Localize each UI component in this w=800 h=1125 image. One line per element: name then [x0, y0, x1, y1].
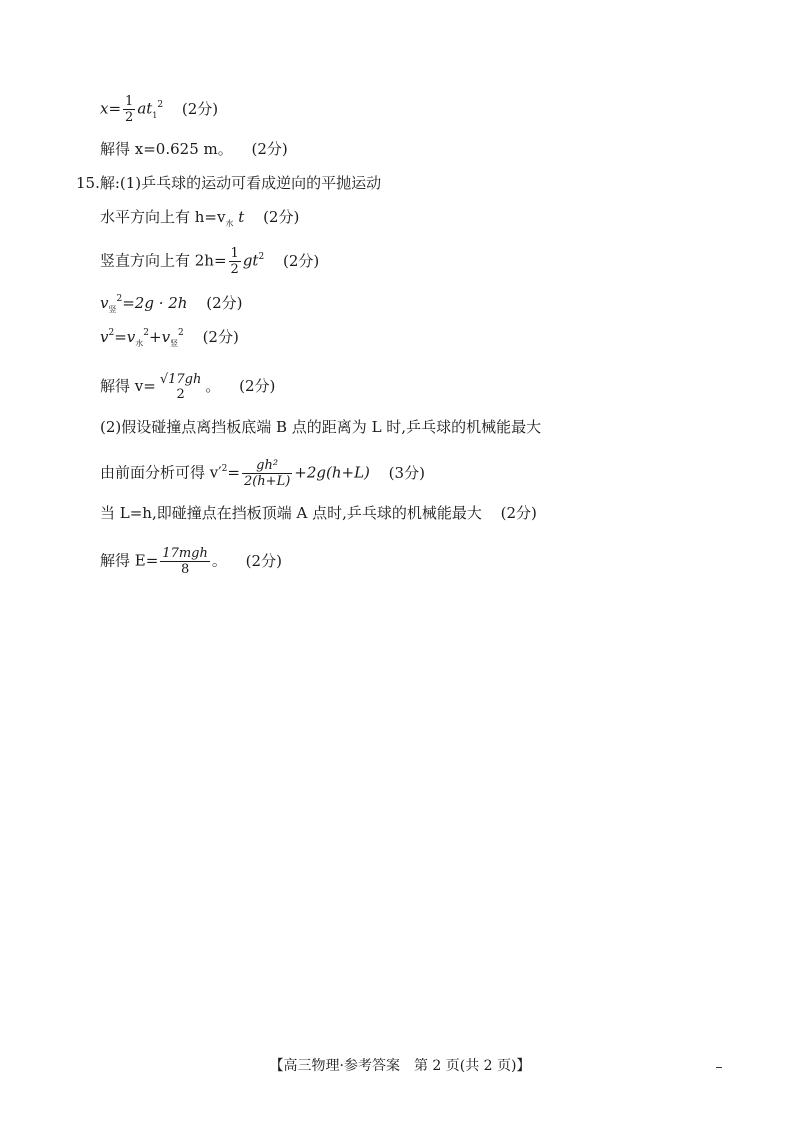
fraction-numerator: 17mgh	[162, 546, 208, 561]
result-line-1	[100, 140, 288, 158]
superscript: 2	[221, 463, 228, 474]
superscript: 2	[108, 328, 115, 338]
equation-term: =2g · 2h	[122, 294, 188, 312]
subscript: 竖	[108, 305, 117, 314]
result-velocity	[100, 372, 275, 402]
fraction-energy-result	[160, 546, 210, 577]
fraction-denominator: 2(h+L)	[243, 474, 291, 489]
period: 。	[205, 377, 221, 395]
fraction-half	[123, 94, 135, 125]
energy-equation	[100, 458, 425, 489]
equation-term: +2g(h+L)	[294, 463, 370, 482]
fraction-denominator: 2	[176, 387, 185, 402]
equation-text: 由前面分析可得 v′	[100, 463, 222, 482]
subscript: 水	[135, 339, 144, 348]
equation-term: t	[233, 208, 245, 226]
equation-text: 水平方向上有 h=v	[100, 208, 226, 226]
result-energy	[100, 546, 282, 577]
fraction-velocity	[158, 372, 204, 402]
fraction-numerator: 1	[230, 246, 239, 261]
fraction-denominator: 8	[160, 561, 210, 577]
vertical-equation	[100, 246, 319, 277]
equation-term: gt	[242, 251, 259, 270]
velocity-sum-equation	[100, 328, 239, 349]
score-label: (2分)	[239, 377, 276, 395]
question-number: 15.	[76, 174, 100, 192]
score-label: (2分)	[263, 208, 300, 226]
fraction-denominator: 2	[230, 262, 239, 277]
superscript: 2	[157, 99, 164, 110]
score-label: (2分)	[206, 294, 243, 312]
fraction-numerator: 1	[125, 94, 134, 109]
max-energy-condition	[100, 504, 537, 522]
fraction-denominator: 2	[125, 110, 134, 125]
fraction-energy	[242, 458, 292, 489]
equation-term: =v	[114, 328, 136, 346]
score-label: (2分)	[245, 551, 282, 570]
fraction-numerator: √17gh	[159, 372, 202, 387]
score-label: (2分)	[181, 99, 219, 118]
equation-term: v	[100, 294, 109, 312]
equation-term: at	[137, 99, 153, 118]
equation-text: 竖直方向上有 2h=	[100, 251, 227, 270]
equation-term: +v	[149, 328, 171, 346]
corner-mark	[716, 1067, 722, 1068]
subscript: 水	[225, 219, 234, 228]
horizontal-equation	[100, 208, 299, 229]
result-text: 解得 x=0.625 m。	[100, 140, 233, 158]
result-text: 解得 v=	[100, 377, 156, 395]
superscript: 2	[116, 294, 123, 304]
velocity-squared-equation	[100, 294, 242, 315]
result-text: 解得 E=	[100, 551, 159, 570]
question-intro: 解:(1)乒乓球的运动可看成逆向的平抛运动	[99, 174, 382, 192]
score-label: (2分)	[202, 328, 239, 346]
score-label: (2分)	[282, 251, 320, 270]
equation-term: v	[100, 328, 109, 346]
period: 。	[211, 551, 227, 570]
superscript: 2	[178, 328, 184, 338]
equation-line-1	[100, 94, 218, 125]
score-label: (3分)	[388, 463, 425, 482]
superscript: 2	[258, 251, 265, 262]
fraction-half	[229, 246, 241, 277]
question-15-header	[76, 174, 381, 192]
fraction-numerator: gh²	[256, 458, 279, 473]
superscript: 2	[143, 328, 149, 338]
equals-sign: =	[227, 463, 240, 482]
subscript: 竖	[170, 339, 179, 348]
subscript: 1	[152, 110, 158, 120]
equation-lhs: x=	[100, 99, 122, 118]
part-2-assumption	[100, 418, 541, 436]
page-footer: 【高三物理·参考答案 第 2 页(共 2 页)】	[269, 1058, 531, 1074]
score-label: (2分)	[251, 140, 288, 158]
score-label: (2分)	[500, 504, 537, 522]
condition-text: 当 L=h,即碰撞点在挡板顶端 A 点时,乒乓球的机械能最大	[100, 504, 482, 522]
assumption-text: (2)假设碰撞点离挡板底端 B 点的距离为 L 时,乒乓球的机械能最大	[100, 418, 542, 436]
